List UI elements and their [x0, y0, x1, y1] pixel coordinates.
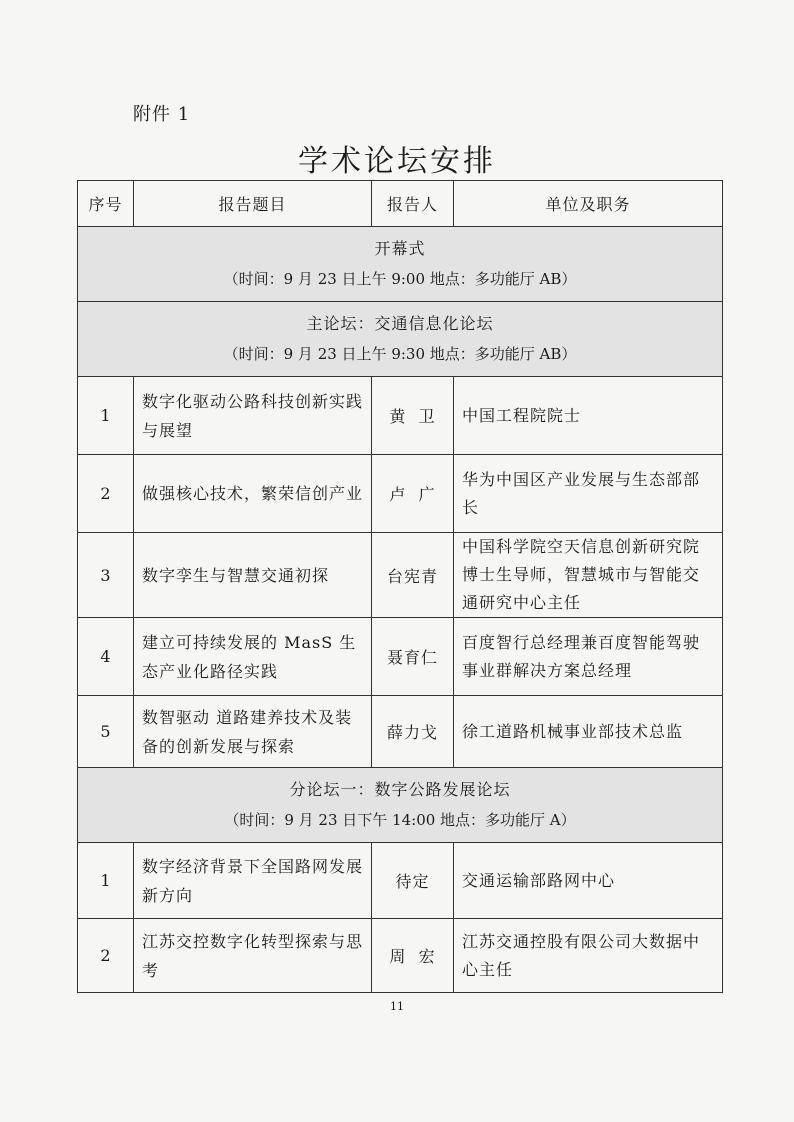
row-number: 1 [78, 377, 134, 455]
table-row [78, 919, 723, 993]
report-topic: 数字化驱动公路科技创新实践与展望 [134, 377, 372, 455]
schedule-table [77, 180, 723, 993]
speaker-name: 待定 [372, 843, 454, 919]
page-number: 11 [390, 1000, 404, 1013]
header-topic: 报告题目 [134, 181, 372, 227]
section-subtitle: （时间：9 月 23 日上午 9:30 地点：多功能厅 AB） [223, 345, 577, 363]
speaker-name: 台宪青 [372, 533, 454, 618]
table-row [78, 377, 723, 455]
table-row [78, 533, 723, 618]
report-topic: 江苏交控数字化转型探索与思考 [134, 919, 372, 993]
table-row [78, 618, 723, 696]
header-org: 单位及职务 [454, 181, 723, 227]
speaker-name: 薛力戈 [372, 696, 454, 768]
speaker-org: 中国科学院空天信息创新研究院博士生导师，智慧城市与智能交通研究中心主任 [454, 533, 723, 618]
row-number: 3 [78, 533, 134, 618]
speaker-org: 中国工程院院士 [454, 377, 723, 455]
section-subtitle: （时间：9 月 23 日上午 9:00 地点：多功能厅 AB） [223, 270, 577, 288]
speaker-name: 卢 广 [372, 455, 454, 533]
speaker-org: 江苏交通控股有限公司大数据中心主任 [454, 919, 723, 993]
header-no: 序号 [78, 181, 134, 227]
speaker-org: 华为中国区产业发展与生态部部长 [454, 455, 723, 533]
row-number: 4 [78, 618, 134, 696]
speaker-name: 黄 卫 [372, 377, 454, 455]
section-subtitle: （时间：9 月 23 日下午 14:00 地点：多功能厅 A） [224, 811, 576, 829]
section-title: 开幕式 [374, 239, 426, 258]
row-number: 2 [78, 455, 134, 533]
table-row [78, 696, 723, 768]
section-title: 分论坛一：数字公路发展论坛 [289, 780, 511, 799]
table-row [78, 843, 723, 919]
section-row [78, 227, 723, 302]
attachment-label: 附件 1 [133, 104, 191, 125]
report-topic: 数智驱动 道路建养技术及装备的创新发展与探索 [134, 696, 372, 768]
table-header-row [78, 181, 723, 227]
report-topic: 建立可持续发展的 MasS 生态产业化路径实践 [134, 618, 372, 696]
header-speaker: 报告人 [372, 181, 454, 227]
speaker-org: 徐工道路机械事业部技术总监 [454, 696, 723, 768]
report-topic: 数字孪生与智慧交通初探 [134, 533, 372, 618]
row-number: 2 [78, 919, 134, 993]
speaker-org: 百度智行总经理兼百度智能驾驶事业群解决方案总经理 [454, 618, 723, 696]
row-number: 5 [78, 696, 134, 768]
speaker-name: 聂育仁 [372, 618, 454, 696]
page-title: 学术论坛安排 [298, 144, 496, 179]
section-row [78, 302, 723, 377]
table-row [78, 455, 723, 533]
row-number: 1 [78, 843, 134, 919]
report-topic: 做强核心技术，繁荣信创产业 [134, 455, 372, 533]
section-title: 主论坛：交通信息化论坛 [306, 314, 494, 333]
report-topic: 数字经济背景下全国路网发展新方向 [134, 843, 372, 919]
speaker-org: 交通运输部路网中心 [454, 843, 723, 919]
speaker-name: 周 宏 [372, 919, 454, 993]
section-row [78, 768, 723, 843]
